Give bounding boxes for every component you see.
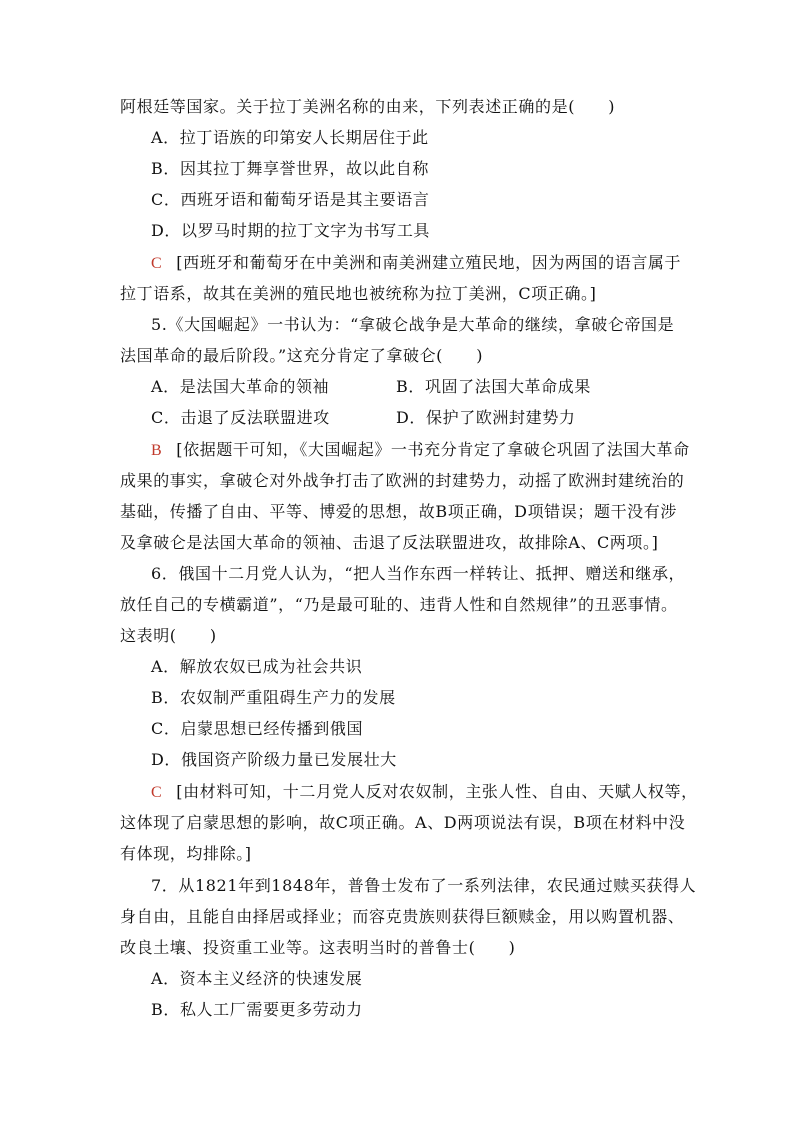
q6-stem-line: 这表明( ) [120, 626, 217, 645]
q4-answer: C [151, 255, 163, 272]
q7-option-a: A．资本主义经济的快速发展 [151, 969, 363, 988]
q7-stem-line: 7．从1821年到1848年，普鲁士发布了一系列法律，农民通过赎买获得人 [151, 876, 697, 895]
q5-option-b: B．巩固了法国大革命成果 [396, 377, 591, 396]
q5-answer: B [151, 442, 163, 459]
q6-stem-line: 放任自己的专横霸道”，“乃是最可耻的、违背人性和自然规律”的丑恶事情。 [120, 595, 678, 614]
q4-stem-end: 阿根廷等国家。关于拉丁美洲名称的由来，下列表述正确的是( ) [120, 97, 616, 116]
q6-option-c: C．启蒙思想已经传播到俄国 [151, 719, 364, 738]
q5-explanation-line: 及拿破仑是法国大革命的领袖、击退了反法联盟进攻，故排除A、C两项。] [120, 533, 659, 552]
q4-explanation-line: 拉丁语系，故其在美洲的殖民地也被统称为拉丁美洲，C项正确。] [120, 284, 597, 303]
q4-option-a: A．拉丁语族的印第安人长期居住于此 [151, 128, 429, 147]
q5-stem-line: 5.《大国崛起》一书认为：“拿破仑战争是大革命的继续，拿破仑帝国是 [151, 315, 675, 334]
q6-option-b: B．农奴制严重阻碍生产力的发展 [151, 688, 396, 707]
q6-answer: C [151, 784, 163, 801]
q6-explanation-line: 有体现，均排除。] [120, 844, 252, 863]
q4-option-b: B．因其拉丁舞享誉世界，故以此自称 [151, 159, 429, 178]
q6-explanation-line: 这体现了启蒙思想的影响，故C项正确。A、D两项说法有误，B项在材料中没 [120, 813, 686, 832]
q4-option-d: D．以罗马时期的拉丁文字为书写工具 [151, 221, 431, 240]
q5-explanation-line: 基础，传播了自由、平等、博爱的思想，故B项正确，D项错误；题干没有涉 [120, 502, 677, 521]
q4-option-c: C．西班牙语和葡萄牙语是其主要语言 [151, 190, 430, 209]
q5-stem-line: 法国革命的最后阶段。”这充分肯定了拿破仑( ) [120, 346, 484, 365]
q5-option-c: C．击退了反法联盟进攻 [151, 408, 330, 427]
q5-option-d: D．保护了欧洲封建势力 [396, 408, 576, 427]
q6-option-a: A．解放农奴已成为社会共识 [151, 657, 363, 676]
q5-option-a: A．是法国大革命的领袖 [151, 377, 330, 396]
q6-option-d: D．俄国资产阶级力量已发展壮大 [151, 750, 397, 769]
q6-explanation-line: C [由材料可知，十二月党人反对农奴制，主张人性、自由、天赋人权等， [151, 782, 698, 801]
q6-stem-line: 6．俄国十二月党人认为，“把人当作东西一样转让、抵押、赠送和继承， [151, 564, 686, 583]
q7-option-b: B．私人工厂需要更多劳动力 [151, 1000, 363, 1019]
q5-explanation-line: 成果的事实，拿破仑对外战争打击了欧洲的封建势力，动摇了欧洲封建统治的 [120, 471, 685, 490]
q7-stem-line: 改良土壤、投资重工业等。这表明当时的普鲁士( ) [120, 938, 516, 957]
q5-explanation-line: B [依据题干可知，《大国崛起》一书充分肯定了拿破仑巩固了法国大革命 [151, 440, 690, 459]
q4-explanation-line: C [西班牙和葡萄牙在中美洲和南美洲建立殖民地，因为两国的语言属于 [151, 253, 682, 272]
q7-stem-line: 身自由，且能自由择居或择业；而容克贵族则获得巨额赎金，用以购置机器、 [120, 907, 685, 926]
